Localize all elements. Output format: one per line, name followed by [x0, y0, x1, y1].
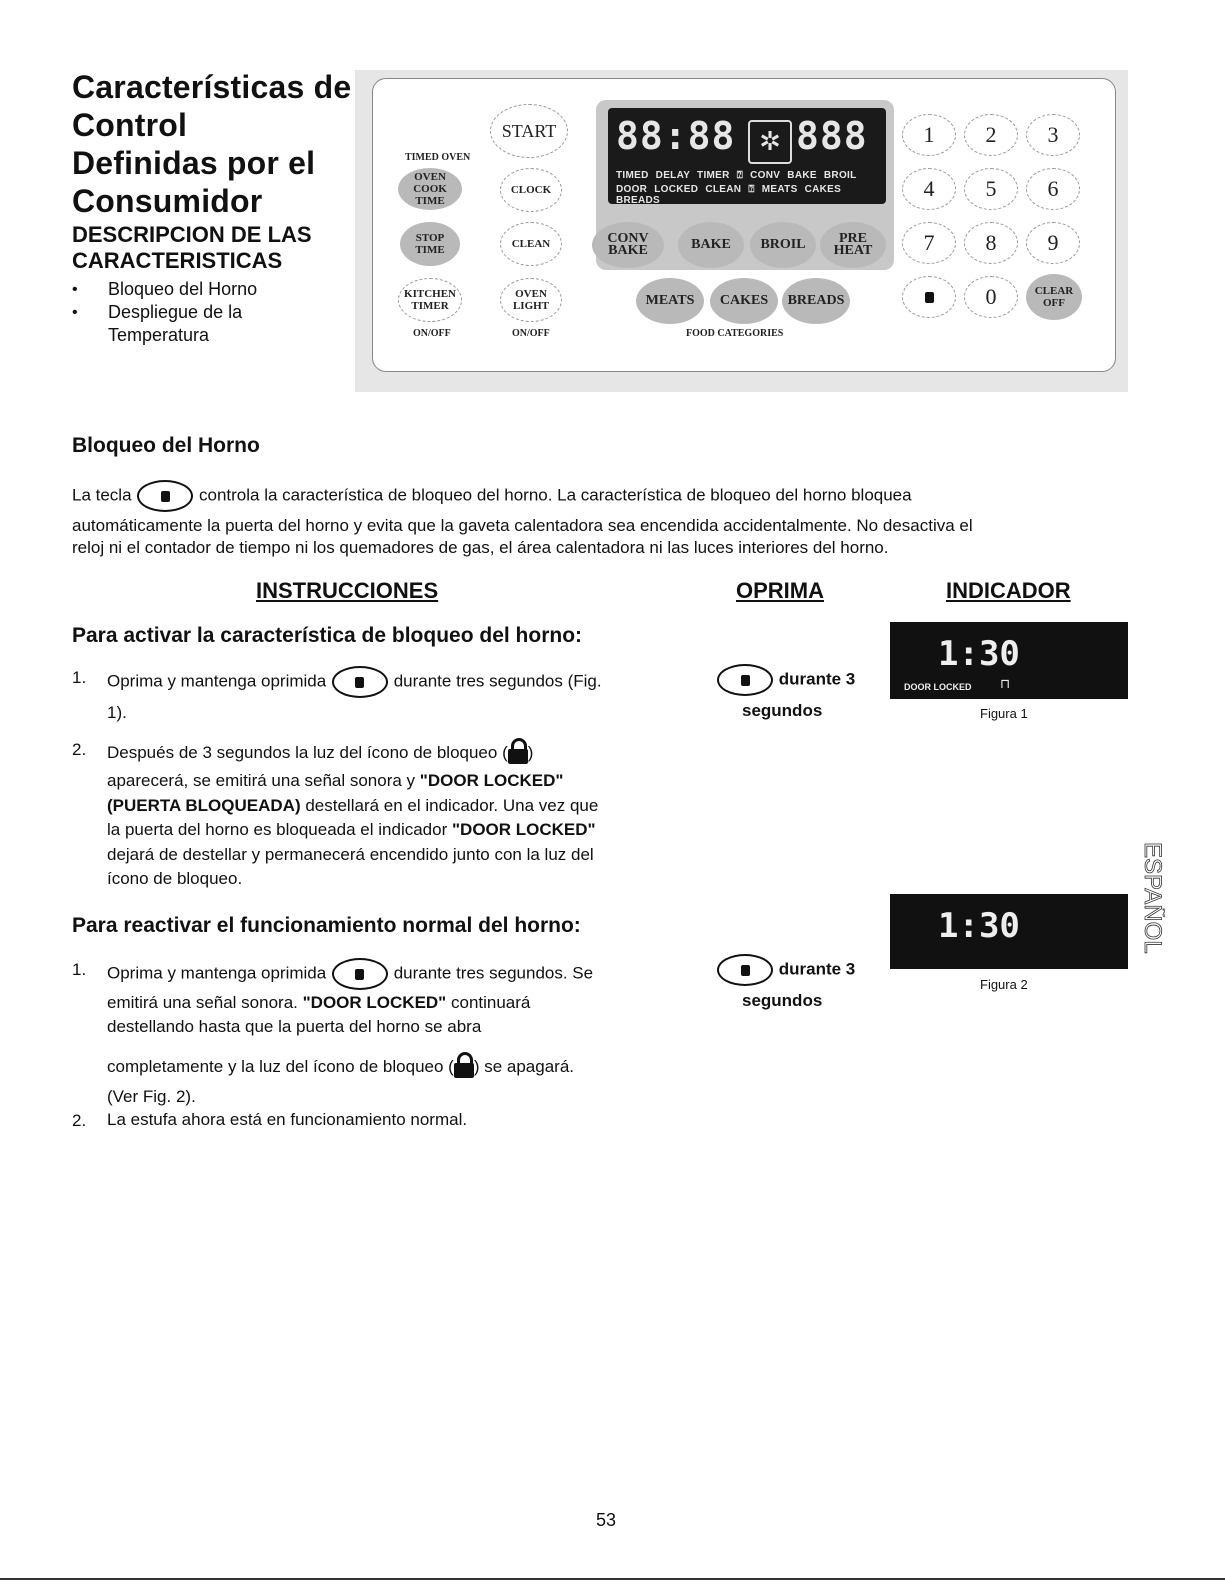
side-tab-graphic [1125, 838, 1165, 973]
lcd-time-digits: 88:88 [616, 114, 736, 158]
clean-button[interactable]: CLEAN [500, 222, 562, 266]
title-line: Características de [72, 69, 352, 105]
step-text: continuará [450, 993, 531, 1012]
step-bold: "DOOR LOCKED" [419, 771, 564, 790]
feature-item: • Despliegue de la Temperatura [72, 301, 318, 347]
lcd-row-2: DOOR LOCKED CLEAN ⍰ MEATS CAKES BREADS [616, 184, 842, 206]
feature-list [72, 278, 318, 347]
figure-caption: Figura 2 [980, 977, 1028, 992]
press-duration: segundos [742, 991, 823, 1010]
key-8[interactable]: 8 [964, 222, 1018, 264]
indicator-time: 1:30 [938, 634, 1020, 674]
key-1[interactable]: 1 [902, 114, 956, 156]
reactivate-step1-line1 [107, 958, 593, 990]
clear-off-button[interactable]: CLEAR OFF [1026, 274, 1082, 320]
intro-line-1 [72, 480, 912, 512]
step-bold: "DOOR LOCKED" [451, 820, 596, 839]
activate-title: Para activar la característica de bloqueo del horno: [72, 624, 583, 647]
step-text: ) [527, 743, 534, 762]
broil-button[interactable]: BROIL [750, 222, 816, 268]
title-line: Consumidor [72, 183, 263, 219]
clock-button[interactable]: CLOCK [500, 168, 562, 212]
page-title [72, 68, 351, 220]
lock-key-icon [717, 664, 773, 696]
oven-light-button[interactable]: OVEN LIGHT [500, 278, 562, 322]
lock-key-icon [332, 958, 388, 990]
step-number: 2. [72, 1111, 87, 1130]
reactivate-step1-line2 [107, 992, 530, 1013]
activate-step2-line3 [107, 795, 598, 816]
intro-line-2: automáticamente la puerta del horno y evita que la gaveta calentadora sea encendida accidentalmente. No desactiva el [72, 516, 973, 535]
page-bottom-rule [0, 1578, 1225, 1580]
col-instrucciones: INSTRUCCIONES [256, 578, 439, 603]
language-side-tab [1125, 838, 1165, 973]
activate-step1-line2: 1). [107, 703, 127, 722]
step-text: Después de 3 segundos la luz del ícono de bloqueo ( [107, 743, 508, 762]
activate-step2-line5: dejará de destellar y permanecerá encendido junto con la luz del [107, 845, 594, 864]
feature-item: • Bloqueo del Horno [72, 278, 318, 301]
timed-oven-label: TIMED OVEN [405, 152, 471, 163]
step-text: completamente y la luz del ícono de bloqueo ( [107, 1057, 454, 1076]
cakes-button[interactable]: CAKES [710, 278, 778, 324]
indicator-figure-1 [890, 622, 1128, 699]
page-number: 53 [596, 1510, 617, 1530]
indicator-lock-icon: ⊓ [1000, 676, 1011, 691]
features-heading [72, 222, 312, 274]
key-4[interactable]: 4 [902, 168, 956, 210]
intro-text: controla la característica de bloqueo del horno. La característica de bloqueo del horno bloquea [199, 485, 912, 505]
intro-line-3: reloj ni el contador de tiempo ni los quemadores de gas, el área calentadora ni las luces interiores del horno. [72, 538, 889, 557]
kitchen-timer-button[interactable]: KITCHEN TIMER [398, 278, 462, 322]
step-text: Oprima y mantenga oprimida [107, 963, 327, 983]
lock-icon [454, 1052, 474, 1078]
lock-key-icon [332, 666, 388, 698]
intro-text: La tecla [72, 485, 132, 505]
indicator-figure-2 [890, 894, 1128, 969]
oven-cook-time-button[interactable]: OVEN COOK TIME [398, 168, 462, 210]
key-2[interactable]: 2 [964, 114, 1018, 156]
pre-heat-button[interactable]: PRE HEAT [820, 222, 886, 268]
lcd-temp-digits: 888 [796, 114, 868, 158]
lcd-display [608, 108, 886, 204]
step-number: 1. [72, 960, 87, 979]
subtitle-line: DESCRIPCION DE LAS [72, 222, 312, 247]
lock-icon [508, 738, 528, 764]
activate-step2-line4 [107, 819, 596, 840]
lock-key-button[interactable] [902, 276, 956, 318]
reactivate-press [716, 954, 855, 986]
key-0[interactable]: 0 [964, 276, 1018, 318]
subtitle-line: CARACTERISTICAS [72, 248, 283, 273]
key-5[interactable]: 5 [964, 168, 1018, 210]
title-line: Definidas por el [72, 145, 316, 181]
col-oprima: OPRIMA [736, 578, 824, 603]
food-categories-label: FOOD CATEGORIES [686, 328, 784, 339]
conv-bake-button[interactable]: CONV BAKE [592, 222, 664, 268]
step-text: la puerta del horno es bloqueada el indicador [107, 820, 448, 839]
section-title: Bloqueo del Horno [72, 434, 260, 457]
figure-caption: Figura 1 [980, 706, 1028, 721]
press-duration: segundos [742, 701, 823, 720]
reactivate-step1-line5: (Ver Fig. 2). [107, 1087, 196, 1106]
press-text: durante 3 [778, 959, 856, 979]
on-off-label: ON/OFF [512, 328, 550, 339]
activate-step1-line1 [107, 666, 602, 698]
step-text: emitirá una señal sonora. [107, 993, 298, 1012]
col-indicador: INDICADOR [946, 578, 1071, 603]
lcd-row-1: TIMED DELAY TIMER ⍰ CONV BAKE BROIL [616, 170, 857, 181]
key-9[interactable]: 9 [1026, 222, 1080, 264]
step-number: 1. [72, 668, 87, 687]
step-text: aparecerá, se emitirá una señal sonora y [107, 771, 416, 790]
convection-fan-icon: ✲ [748, 120, 792, 164]
step-number: 2. [72, 740, 87, 759]
step-text: ) se apagará. [473, 1057, 575, 1076]
activate-step2-line1 [107, 738, 533, 764]
activate-step2-line2 [107, 770, 563, 791]
key-3[interactable]: 3 [1026, 114, 1080, 156]
step-bold: "DOOR LOCKED" [302, 993, 447, 1012]
on-off-label: ON/OFF [413, 328, 451, 339]
step-text: destellará en el indicador. Una vez que [305, 796, 599, 815]
stop-time-button[interactable]: STOP TIME [400, 222, 460, 266]
key-7[interactable]: 7 [902, 222, 956, 264]
reactivate-title: Para reactivar el funcionamiento normal del horno: [72, 914, 581, 937]
lock-key-icon [717, 954, 773, 986]
breads-button[interactable]: BREADS [782, 278, 850, 324]
activate-step2-line6: ícono de bloqueo. [107, 869, 243, 888]
reactivate-step1-line4 [107, 1052, 574, 1078]
lock-key-icon [137, 480, 193, 512]
press-text: durante 3 [778, 669, 856, 689]
reactivate-step2: La estufa ahora está en funcionamiento normal. [107, 1110, 468, 1129]
side-tab-text: ESPAÑOL [1139, 842, 1165, 954]
start-button[interactable]: START [490, 104, 568, 158]
bake-button[interactable]: BAKE [678, 222, 744, 268]
meats-button[interactable]: MEATS [636, 278, 704, 324]
indicator-door-locked: DOOR LOCKED [904, 682, 972, 692]
activate-press [716, 664, 855, 696]
reactivate-step1-line3: destellando hasta que la puerta del horno se abra [107, 1017, 482, 1036]
step-text: Oprima y mantenga oprimida [107, 671, 327, 691]
title-line: Control [72, 107, 188, 143]
step-bold: (PUERTA BLOQUEADA) [107, 796, 301, 815]
key-6[interactable]: 6 [1026, 168, 1080, 210]
indicator-time: 1:30 [938, 906, 1020, 946]
step-text: durante tres segundos. Se [393, 963, 594, 983]
step-text: durante tres segundos (Fig. [393, 671, 602, 691]
